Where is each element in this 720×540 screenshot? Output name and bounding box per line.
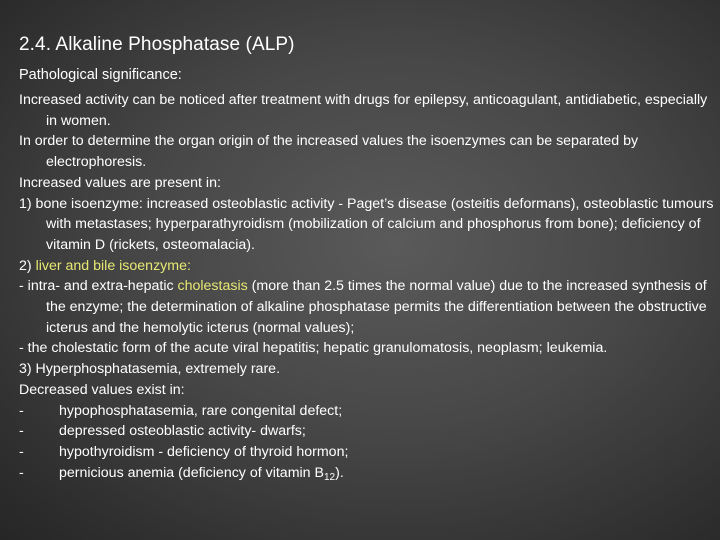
- cholestasis-pre: - intra- and extra-hepatic: [19, 278, 178, 295]
- paragraph-hyperphosphatasemia: 3) Hyperphosphatasemia, extremely rare.: [19, 361, 281, 378]
- list-item: [19, 442, 715, 463]
- dash-bullet: -: [19, 443, 24, 460]
- list-item: [19, 401, 715, 422]
- dash-bullet: -: [19, 402, 24, 419]
- list-item-tail: ).: [335, 464, 344, 481]
- list-item-text: hypophosphatasemia, rare congenital defect;: [59, 402, 343, 419]
- slide-title: 2.4. Alkaline Phosphatase (ALP): [19, 34, 295, 55]
- liver-prefix: 2): [19, 257, 36, 274]
- cholestasis-highlight: cholestasis: [177, 278, 248, 295]
- section-subtitle: Pathological significance:: [19, 67, 182, 83]
- list-item-text: pernicious anemia (deficiency of vitamin B: [59, 464, 324, 481]
- dash-bullet: -: [19, 423, 24, 440]
- cholestasis-post: (more than 2.5 times the normal value) due to the increased synthesis of the enzyme; the determination of alkaline phosphatase permits the differentiation between the obstructive icterus and the hemolytic icterus (normal values);: [46, 278, 707, 336]
- list-item: [19, 421, 715, 442]
- paragraph-decreased-heading: Decreased values exist in:: [19, 381, 185, 398]
- vitamin-subscript: 12: [323, 471, 336, 483]
- paragraph-drug-effects: Increased activity can be noticed after treatment with drugs for epilepsy, anticoagulant, antidiabetic, especially in women.: [19, 92, 708, 129]
- list-item-text: depressed osteoblastic activity- dwarfs;: [59, 423, 306, 440]
- paragraph-isoenzymes: In order to determine the organ origin of the increased values the isoenzymes can be separated by electrophoresis.: [19, 133, 639, 171]
- paragraph-cholestatic-form: - the cholestatic form of the acute viral hepatitis; hepatic granulomatosis, neoplasm; leukemia.: [19, 340, 608, 357]
- liver-bile-highlight: liver and bile isoenzyme:: [35, 257, 191, 274]
- dash-bullet: -: [19, 464, 24, 481]
- list-item-text: hypothyroidism - deficiency of thyroid hormon;: [59, 443, 349, 460]
- paragraph-cholestasis: [19, 276, 715, 338]
- paragraph-increased-heading: Increased values are present in:: [19, 174, 221, 191]
- paragraph-bone-isoenzyme: 1) bone isoenzyme: increased osteoblastic activity - Paget’s disease (osteitis deformans), osteoblastic tumours with metastases; hyperparathyroidism (mobilization of calcium and phosphorus from bone); deficiency of vitamin D (rickets, osteomalacia).: [19, 195, 714, 253]
- list-item: [19, 463, 715, 484]
- paragraph-liver-isoenzyme: [19, 256, 715, 277]
- slide-body: [19, 90, 715, 483]
